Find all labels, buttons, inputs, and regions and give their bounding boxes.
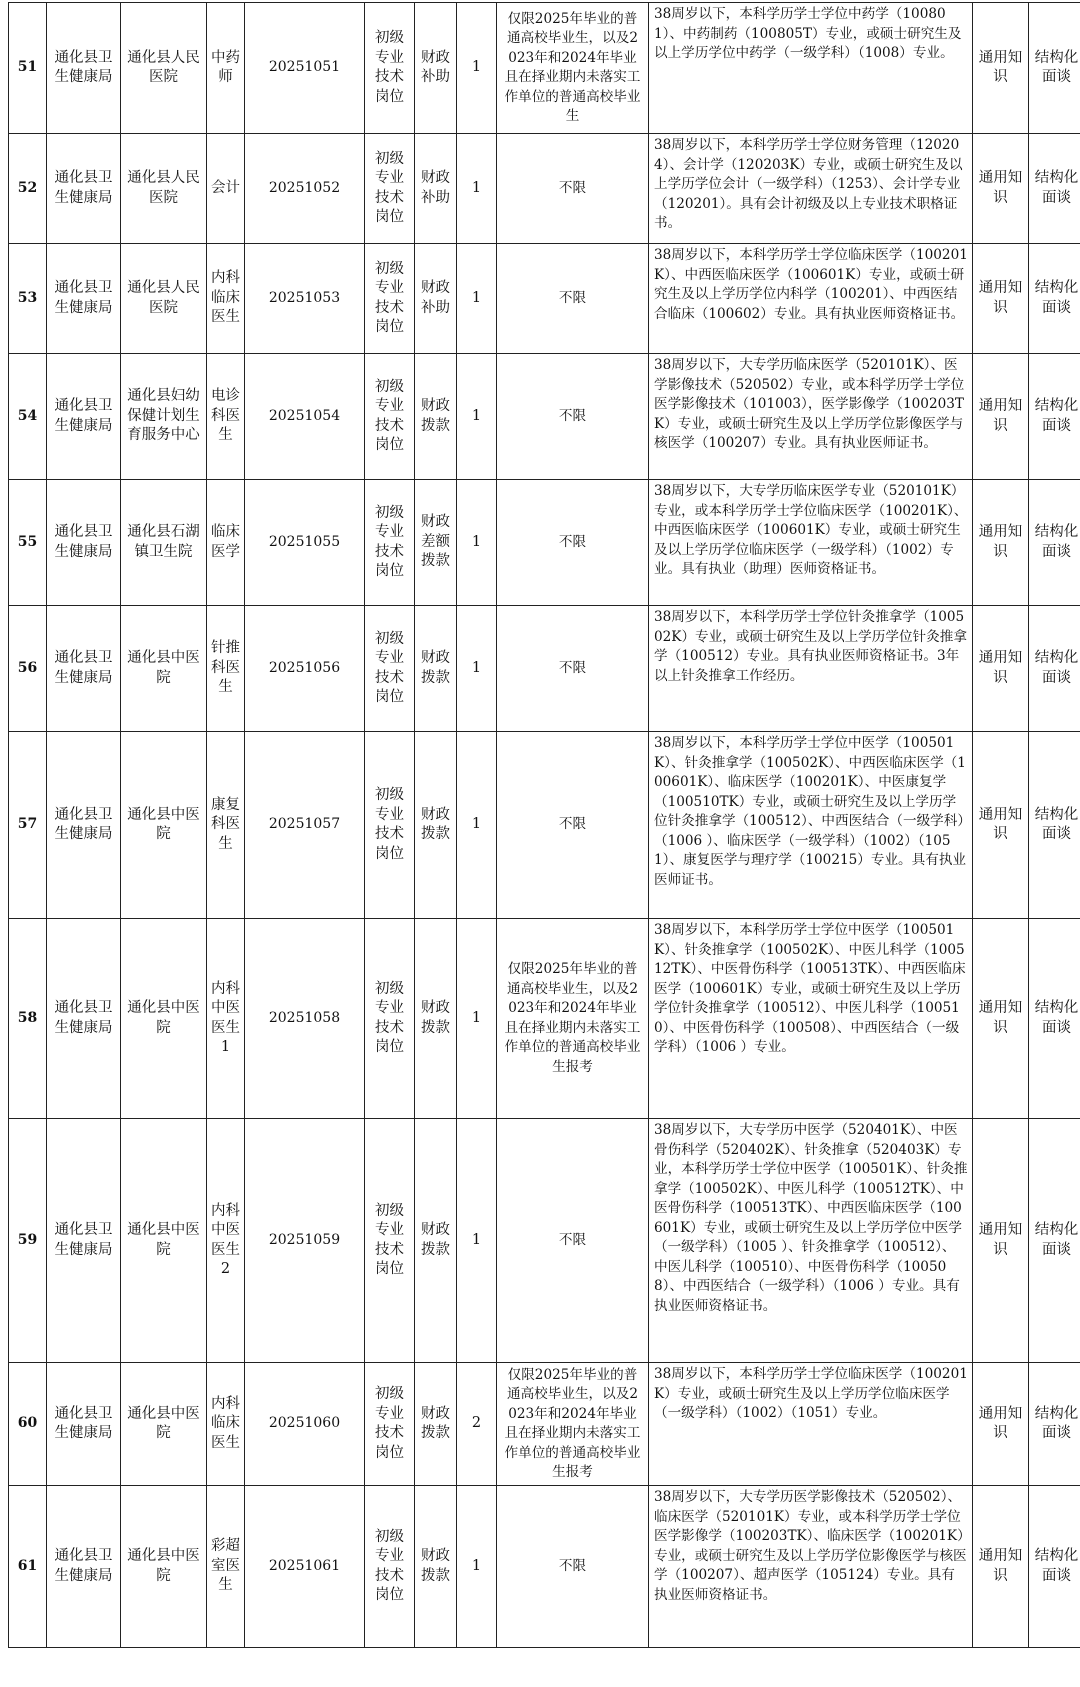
unit-cell: 通化县中医院 <box>121 1486 207 1648</box>
interview-type-cell: 结构化面谈 <box>1029 3 1080 134</box>
requirements-cell: 38周岁以下，本科学历学士学位临床医学（100201K）、中西医临床医学（100601K）专业，或硕士研究生及以上学历学位内科学（100201）、中西医结合临床（100602）专业。具有执业医师资格证书。 <box>649 244 973 354</box>
post-code-cell: 20251061 <box>245 1486 365 1648</box>
post-code-cell: 20251055 <box>245 480 365 606</box>
post-code-cell: 20251051 <box>245 3 365 134</box>
post-name-cell: 彩超室医生 <box>207 1486 245 1648</box>
post-category-cell: 初级专业技术岗位 <box>365 732 415 919</box>
applicant-scope-cell: 不限 <box>497 134 649 244</box>
requirements-cell: 38周岁以下，大专学历中医学（520401K）、中医骨伤科学（520402K）、针灸推拿（520403K）专业，本科学历学士学位中医学（100501K）、针灸推拿学（100502K）、中医儿科学（100512TK）、中医骨伤科学（100513TK）、中西医临床医学（100601K）专业，或硕士研究生及以上学历学位中医学（一级学科）（1005 ）、针灸推拿学（100512）、中医儿科学（100510）、中医骨伤科学（100508）、中西医结合（一级学科）（1006 ）专业。具有执业医师资格证书。 <box>649 1119 973 1363</box>
row-number: 52 <box>9 134 47 244</box>
post-name-cell: 内科临床医生 <box>207 244 245 354</box>
post-category-cell: 初级专业技术岗位 <box>365 919 415 1119</box>
funding-type-cell: 财政拨款 <box>415 1363 457 1486</box>
post-code-cell: 20251052 <box>245 134 365 244</box>
interview-type-cell: 结构化面谈 <box>1029 1363 1080 1486</box>
exam-subject-cell: 通用知识 <box>973 606 1029 732</box>
interview-type-cell: 结构化面谈 <box>1029 1486 1080 1648</box>
applicant-scope-cell: 不限 <box>497 354 649 480</box>
headcount-cell: 1 <box>457 354 497 480</box>
department-cell: 通化县卫生健康局 <box>47 919 121 1119</box>
headcount-cell: 1 <box>457 1119 497 1363</box>
funding-type-cell: 财政拨款 <box>415 1119 457 1363</box>
post-name-cell: 内科中医医生2 <box>207 1119 245 1363</box>
unit-cell: 通化县中医院 <box>121 1119 207 1363</box>
department-cell: 通化县卫生健康局 <box>47 354 121 480</box>
table-row <box>9 606 1080 732</box>
requirements-cell: 38周岁以下，大专学历临床医学（520101K）、医学影像技术（520502）专业，或本科学历学士学位医学影像技术（101003），医学影像学（100203TK）专业，或硕士研究生及以上学历学位影像医学与核医学（100207）专业。具有执业医师证书。 <box>649 354 973 480</box>
exam-subject-cell: 通用知识 <box>973 134 1029 244</box>
headcount-cell: 1 <box>457 1486 497 1648</box>
post-name-cell: 内科中医医生1 <box>207 919 245 1119</box>
interview-type-cell: 结构化面谈 <box>1029 606 1080 732</box>
post-code-cell: 20251060 <box>245 1363 365 1486</box>
headcount-cell: 1 <box>457 244 497 354</box>
row-number: 59 <box>9 1119 47 1363</box>
department-cell: 通化县卫生健康局 <box>47 732 121 919</box>
table-row <box>9 354 1080 480</box>
post-category-cell: 初级专业技术岗位 <box>365 606 415 732</box>
exam-subject-cell: 通用知识 <box>973 1363 1029 1486</box>
post-category-cell: 初级专业技术岗位 <box>365 3 415 134</box>
requirements-cell: 38周岁以下，大专学历医学影像技术（520502）、临床医学（520101K）专业，或本科学历学士学位医学影像学（100203TK）、临床医学（100201K）专业，或硕士研究生及以上学历学位影像医学与核医学（100207）、超声医学（105124）专业。具有执业医师资格证书。 <box>649 1486 973 1648</box>
post-category-cell: 初级专业技术岗位 <box>365 480 415 606</box>
unit-cell: 通化县中医院 <box>121 606 207 732</box>
interview-type-cell: 结构化面谈 <box>1029 919 1080 1119</box>
row-number: 61 <box>9 1486 47 1648</box>
table-row <box>9 244 1080 354</box>
funding-type-cell: 财政补助 <box>415 3 457 134</box>
post-code-cell: 20251054 <box>245 354 365 480</box>
exam-subject-cell: 通用知识 <box>973 919 1029 1119</box>
requirements-cell: 38周岁以下，本科学历学士学位临床医学（100201K）专业，或硕士研究生及以上学历学位临床医学（一级学科）（1002）（1051）专业。 <box>649 1363 973 1486</box>
row-number: 51 <box>9 3 47 134</box>
unit-cell: 通化县妇幼保健计划生育服务中心 <box>121 354 207 480</box>
row-number: 60 <box>9 1363 47 1486</box>
recruitment-table <box>8 2 1080 1648</box>
post-code-cell: 20251053 <box>245 244 365 354</box>
post-category-cell: 初级专业技术岗位 <box>365 1486 415 1648</box>
applicant-scope-cell: 仅限2025年毕业的普通高校毕业生，以及2023年和2024年毕业且在择业期内未落实工作单位的普通高校毕业生 <box>497 3 649 134</box>
table-row <box>9 3 1080 134</box>
applicant-scope-cell: 不限 <box>497 244 649 354</box>
interview-type-cell: 结构化面谈 <box>1029 244 1080 354</box>
exam-subject-cell: 通用知识 <box>973 1486 1029 1648</box>
post-code-cell: 20251059 <box>245 1119 365 1363</box>
unit-cell: 通化县人民医院 <box>121 134 207 244</box>
post-name-cell: 电诊科医生 <box>207 354 245 480</box>
requirements-cell: 38周岁以下，本科学历学士学位中医学（100501K）、针灸推拿学（100502K）、中医儿科学（100512TK）、中医骨伤科学（100513TK）、中西医临床医学（100601K）专业，或硕士研究生及以上学历学位针灸推拿学（100512）、中医儿科学（100510）、中医骨伤科学（100508）、中西医结合（一级学科）（1006 ）专业。 <box>649 919 973 1119</box>
funding-type-cell: 财政差额拨款 <box>415 480 457 606</box>
post-category-cell: 初级专业技术岗位 <box>365 134 415 244</box>
exam-subject-cell: 通用知识 <box>973 732 1029 919</box>
interview-type-cell: 结构化面谈 <box>1029 354 1080 480</box>
table-row <box>9 1363 1080 1486</box>
interview-type-cell: 结构化面谈 <box>1029 1119 1080 1363</box>
headcount-cell: 1 <box>457 732 497 919</box>
funding-type-cell: 财政拨款 <box>415 606 457 732</box>
department-cell: 通化县卫生健康局 <box>47 3 121 134</box>
table-row <box>9 919 1080 1119</box>
row-number: 58 <box>9 919 47 1119</box>
applicant-scope-cell: 不限 <box>497 606 649 732</box>
unit-cell: 通化县石湖镇卫生院 <box>121 480 207 606</box>
row-number: 56 <box>9 606 47 732</box>
headcount-cell: 1 <box>457 919 497 1119</box>
funding-type-cell: 财政拨款 <box>415 732 457 919</box>
applicant-scope-cell: 不限 <box>497 1119 649 1363</box>
requirements-cell: 38周岁以下，大专学历临床医学专业（520101K）专业，或本科学历学士学位临床医学（100201K）、中西医临床医学（100601K）专业，或硕士研究生及以上学历学位临床医学（一级学科）（1002）专业。具有执业（助理）医师资格证书。 <box>649 480 973 606</box>
applicant-scope-cell: 不限 <box>497 480 649 606</box>
row-number: 57 <box>9 732 47 919</box>
post-name-cell: 内科临床医生 <box>207 1363 245 1486</box>
post-name-cell: 针推科医生 <box>207 606 245 732</box>
exam-subject-cell: 通用知识 <box>973 244 1029 354</box>
row-number: 53 <box>9 244 47 354</box>
headcount-cell: 1 <box>457 606 497 732</box>
funding-type-cell: 财政补助 <box>415 134 457 244</box>
exam-subject-cell: 通用知识 <box>973 354 1029 480</box>
post-name-cell: 会计 <box>207 134 245 244</box>
headcount-cell: 1 <box>457 3 497 134</box>
exam-subject-cell: 通用知识 <box>973 1119 1029 1363</box>
interview-type-cell: 结构化面谈 <box>1029 134 1080 244</box>
post-code-cell: 20251057 <box>245 732 365 919</box>
requirements-cell: 38周岁以下，本科学历学士学位中医学（100501K）、针灸推拿学（100502K）、中西医临床医学（100601K）、临床医学（100201K）、中医康复学（100510TK）专业，或硕士研究生及以上学历学位针灸推拿学（100512）、中西医结合（一级学科）（1006 ）、临床医学（一级学科）（1002）（1051）、康复医学与理疗学（100215）专业。具有执业医师证书。 <box>649 732 973 919</box>
requirements-cell: 38周岁以下，本科学历学士学位财务管理（120204）、会计学（120203K）专业，或硕士研究生及以上学历学位会计（一级学科）（1253）、会计学专业（120201）。具有会计初级及以上专业技术职格证书。 <box>649 134 973 244</box>
requirements-cell: 38周岁以下，本科学历学士学位中药学（100801）、中药制药（100805T）专业，或硕士研究生及以上学历学位中药学（一级学科）（1008）专业。 <box>649 3 973 134</box>
table-row <box>9 1486 1080 1648</box>
applicant-scope-cell: 不限 <box>497 732 649 919</box>
post-category-cell: 初级专业技术岗位 <box>365 1119 415 1363</box>
department-cell: 通化县卫生健康局 <box>47 1486 121 1648</box>
interview-type-cell: 结构化面谈 <box>1029 732 1080 919</box>
exam-subject-cell: 通用知识 <box>973 480 1029 606</box>
funding-type-cell: 财政拨款 <box>415 354 457 480</box>
unit-cell: 通化县人民医院 <box>121 3 207 134</box>
applicant-scope-cell: 仅限2025年毕业的普通高校毕业生，以及2023年和2024年毕业且在择业期内未落实工作单位的普通高校毕业生报考 <box>497 1363 649 1486</box>
requirements-cell: 38周岁以下，本科学历学士学位针灸推拿学（100502K）专业，或硕士研究生及以上学历学位针灸推拿学（100512）专业。具有执业医师资格证书。3年以上针灸推拿工作经历。 <box>649 606 973 732</box>
applicant-scope-cell: 不限 <box>497 1486 649 1648</box>
post-category-cell: 初级专业技术岗位 <box>365 354 415 480</box>
table-row <box>9 732 1080 919</box>
interview-type-cell: 结构化面谈 <box>1029 480 1080 606</box>
post-code-cell: 20251058 <box>245 919 365 1119</box>
department-cell: 通化县卫生健康局 <box>47 134 121 244</box>
table-row <box>9 480 1080 606</box>
exam-subject-cell: 通用知识 <box>973 3 1029 134</box>
unit-cell: 通化县人民医院 <box>121 244 207 354</box>
department-cell: 通化县卫生健康局 <box>47 1363 121 1486</box>
unit-cell: 通化县中医院 <box>121 919 207 1119</box>
headcount-cell: 1 <box>457 480 497 606</box>
department-cell: 通化县卫生健康局 <box>47 480 121 606</box>
post-name-cell: 康复科医生 <box>207 732 245 919</box>
headcount-cell: 1 <box>457 134 497 244</box>
row-number: 55 <box>9 480 47 606</box>
funding-type-cell: 财政补助 <box>415 244 457 354</box>
department-cell: 通化县卫生健康局 <box>47 606 121 732</box>
post-category-cell: 初级专业技术岗位 <box>365 1363 415 1486</box>
unit-cell: 通化县中医院 <box>121 1363 207 1486</box>
unit-cell: 通化县中医院 <box>121 732 207 919</box>
row-number: 54 <box>9 354 47 480</box>
post-name-cell: 中药师 <box>207 3 245 134</box>
department-cell: 通化县卫生健康局 <box>47 1119 121 1363</box>
funding-type-cell: 财政拨款 <box>415 1486 457 1648</box>
headcount-cell: 2 <box>457 1363 497 1486</box>
post-code-cell: 20251056 <box>245 606 365 732</box>
applicant-scope-cell: 仅限2025年毕业的普通高校毕业生，以及2023年和2024年毕业且在择业期内未落实工作单位的普通高校毕业生报考 <box>497 919 649 1119</box>
table-row <box>9 1119 1080 1363</box>
department-cell: 通化县卫生健康局 <box>47 244 121 354</box>
funding-type-cell: 财政拨款 <box>415 919 457 1119</box>
post-name-cell: 临床医学 <box>207 480 245 606</box>
table-row <box>9 134 1080 244</box>
post-category-cell: 初级专业技术岗位 <box>365 244 415 354</box>
